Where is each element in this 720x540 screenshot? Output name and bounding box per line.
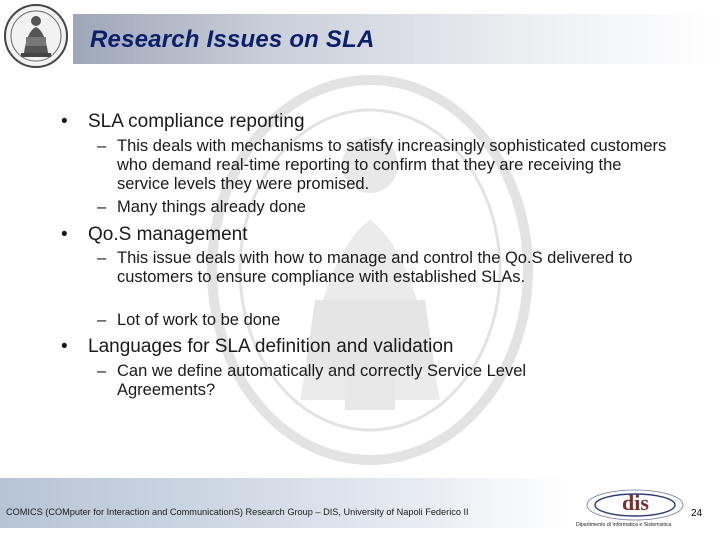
sub-bullet-text: Lot of work to be done [117, 311, 281, 329]
bullet-heading: SLA compliance reporting [88, 111, 305, 132]
bullet-heading: Languages for SLA definition and validation [88, 336, 454, 357]
dash-icon: – [97, 362, 107, 380]
bullet-heading: Qo.S management [88, 224, 248, 245]
bullet-sla-compliance [61, 111, 305, 133]
dis-logo-mark: dis [622, 490, 649, 515]
bullet-icon: • [61, 224, 68, 245]
dash-icon: – [97, 198, 107, 216]
page-number: 24 [691, 508, 703, 519]
dis-logo [572, 478, 690, 530]
bullet-icon: • [61, 111, 68, 132]
sub-bullet [97, 362, 617, 400]
footer-bar [0, 478, 572, 528]
dash-icon: – [97, 249, 107, 267]
sub-bullet [97, 311, 657, 330]
sub-bullet-text: This issue deals with how to manage and control the Qo.S delivered to customers to ensure compliance with established SLAs. [117, 249, 633, 286]
sub-bullet-text: Many things already done [117, 198, 306, 216]
bullet-languages [61, 336, 454, 358]
sub-bullet-text: This deals with mechanisms to satisfy increasingly sophisticated customers who demand real-time reporting to confirm that they are receiving the service levels they were promised. [117, 137, 667, 193]
slide-title: Research Issues on SLA [90, 26, 375, 53]
footer-text: COMICS (COMputer for Interaction and CommunicationS) Research Group – DIS, University of Napoli Federico II [6, 507, 469, 517]
dash-icon: – [97, 137, 107, 155]
sub-bullet [97, 137, 677, 194]
dis-logo-caption: Dipartimento di Informatica e Sistemistica [576, 522, 672, 528]
sub-bullet-text: Can we define automatically and correctly Service Level Agreements? [117, 362, 527, 399]
sub-bullet [97, 198, 677, 217]
sub-bullet [97, 249, 657, 287]
bullet-icon: • [61, 336, 68, 357]
bullet-qos-management [61, 224, 248, 246]
university-seal-icon [3, 3, 69, 69]
dash-icon: – [97, 311, 107, 329]
